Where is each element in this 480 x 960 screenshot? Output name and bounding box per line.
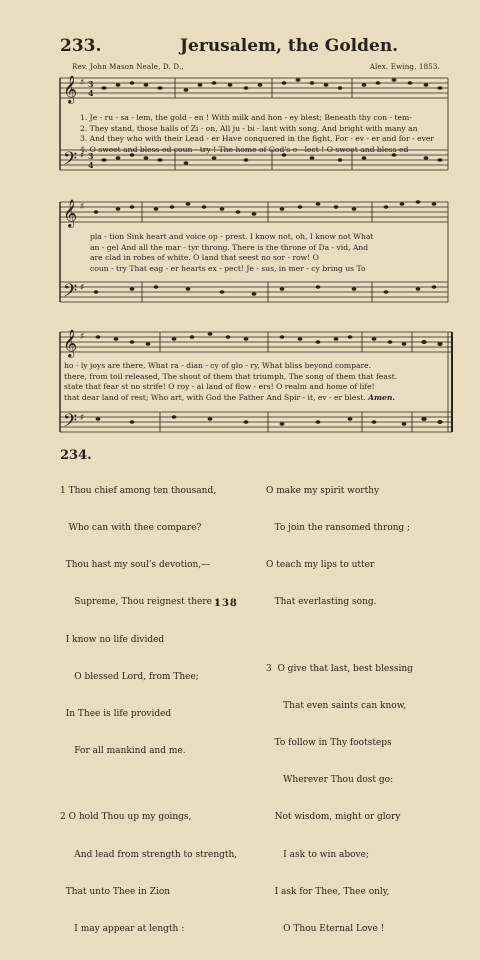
- lyric-line: 2. They stand, those halls of Zi - on, All ju - bi - lant with song, And bright with many an: [80, 123, 418, 133]
- verse-line: O make my spirit worthy: [266, 485, 380, 496]
- amen-label: Amen.: [368, 392, 396, 402]
- verse-line: That everlasting song.: [266, 597, 377, 608]
- verse-line: 2 O hold Thou up my goings,: [60, 812, 192, 823]
- svg-text:4: 4: [88, 88, 94, 98]
- author-credit: Rev. John Mason Neale, D. D.,: [72, 63, 184, 71]
- svg-text:𝄞: 𝄞: [63, 75, 78, 103]
- verse-line: Supreme, Thou reignest there :: [60, 597, 218, 608]
- verse-line: Thou hast my soul's devotion,—: [60, 560, 211, 571]
- page-number: 138: [214, 598, 238, 609]
- verse-line: For all mankind and me.: [60, 746, 186, 757]
- verse-line: [60, 783, 237, 787]
- svg-text:♯: ♯: [80, 78, 85, 88]
- svg-text:3: 3: [88, 151, 94, 161]
- verse-line: I ask for Thee, Thee only,: [266, 886, 390, 897]
- verse-line: And lead from strength to strength,: [60, 849, 238, 860]
- verse-line: I may appear at length :: [60, 924, 185, 935]
- composer-credit: Alex. Ewing, 1853.: [369, 63, 440, 71]
- verse-line: Wherever Thou dost go:: [266, 775, 394, 786]
- svg-text:♯: ♯: [80, 332, 85, 342]
- verse-line: 3 O give that last, best blessing: [266, 663, 413, 674]
- verse-line: To follow in Thy footsteps: [266, 737, 392, 748]
- lyric-line: 3. And they who with their Lead - er Have conquered in the fight, For - ev - er and for - ever: [80, 134, 435, 143]
- lyric-text: that dear land of rest; Who art, with God the Father And Spir - it, ev - er blest.: [64, 392, 366, 402]
- hymn-233-title: Jerusalem, the Golden.: [180, 36, 399, 56]
- verse-line: O blessed Lord, from Thee;: [60, 671, 199, 682]
- lyric-line: 1. Je - ru - sa - lem, the gold - en ! With milk and hon - ey blest; Beneath thy con - tem-: [80, 113, 412, 122]
- svg-text:♯: ♯: [80, 413, 85, 423]
- hymn-234-right-column: [266, 460, 413, 960]
- hymn-234-left-column: [60, 460, 237, 960]
- verse-line: [266, 634, 413, 638]
- lyrics-system-1: [80, 113, 434, 155]
- lyric-line: pla - tion Sink heart and voice op - prest. I know not, oh, I know not What: [90, 232, 374, 241]
- verse-line: Who can with thee compare?: [60, 523, 202, 534]
- lyric-line: coun - try That eag - er hearts ex - pect! Je - sus, in mer - cy bring us To: [90, 263, 366, 273]
- svg-text:𝄢: 𝄢: [63, 149, 78, 174]
- lyric-line: an - gel And all the mar - tyr throng. There is the throne of Da - vid, And: [90, 242, 369, 252]
- lyrics-system-3: [64, 361, 397, 403]
- lyrics-system-2: [90, 232, 373, 274]
- lyric-line: there, from toil released, The shout of them that triumph, The song of them that feast.: [64, 371, 398, 381]
- lyric-line: 4. O sweet and bless-ed coun - try ! The home of God's e - lect ! O sweet and bless-ed: [80, 144, 409, 154]
- verse-line: That unto Thee in Zion: [60, 886, 171, 897]
- svg-text:4: 4: [88, 160, 94, 170]
- verse-line: I ask to win above;: [266, 849, 370, 860]
- verse-line: O teach my lips to utter: [266, 560, 375, 571]
- svg-text:♯: ♯: [80, 202, 85, 212]
- hymn-233-number: 233.: [60, 36, 102, 56]
- verse-line: That even saints can know,: [266, 700, 407, 711]
- svg-text:3: 3: [88, 79, 94, 89]
- svg-text:♯: ♯: [80, 151, 85, 161]
- verse-line: I know no life divided: [60, 634, 165, 645]
- verse-line: In Thee is life provided: [60, 709, 172, 720]
- verse-line: O Thou Eternal Love !: [266, 924, 385, 935]
- svg-text:𝄢: 𝄢: [63, 411, 78, 436]
- verse-line: To join the ransomed throng ;: [266, 523, 411, 534]
- lyric-line: are clad in robes of white. O land that seest no sor - row! O: [90, 253, 319, 262]
- verse-line: 1 Thou chief among ten thousand,: [60, 485, 217, 496]
- svg-text:𝄢: 𝄢: [63, 281, 78, 306]
- hymn-234-number: 234.: [60, 448, 92, 463]
- verse-line: Not wisdom, might or glory: [266, 812, 401, 823]
- svg-text:𝄞: 𝄞: [63, 199, 78, 227]
- lyric-line: ho - ly joys are there, What ra - dian - cy of glo - ry, What bliss beyond compare.: [64, 361, 372, 370]
- svg-text:♯: ♯: [80, 283, 85, 293]
- svg-text:𝄞: 𝄞: [63, 329, 78, 357]
- lyric-line: state that fear st no strife! O roy - al land of flow - ers! O realm and home of life!: [64, 382, 375, 391]
- lyric-line: [64, 393, 397, 404]
